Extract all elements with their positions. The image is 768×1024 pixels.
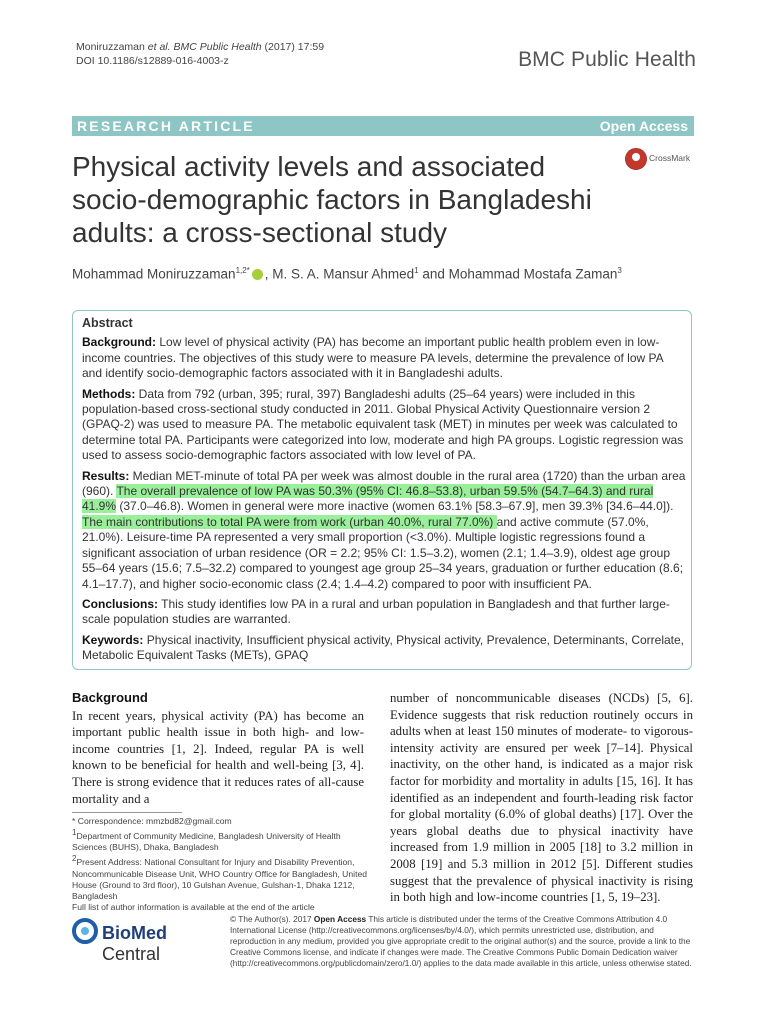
article-title: Physical activity levels and associated socio-demographic factors in Bangladeshi adults: a cross-sectional study [72,151,592,248]
abstract-heading: Abstract [82,316,133,330]
biomed-logo-icon [72,918,98,944]
article-type-label: RESEARCH ARTICLE [77,118,255,134]
background-heading: Background [72,690,148,705]
body-paragraph: In recent years, physical activity (PA) has become an important public health issue in both high- and low-income countries [1, 2]. Indeed, regular PA is well known to be beneficial for health and well-being [3, 4]. There is strong evidence that it reduces rates of all-cause mortality and a [72,708,364,806]
biomed-logo-text [102,923,222,965]
section-label: Results: [82,468,130,483]
affiliation-1 [72,827,372,853]
citation-header [76,40,324,68]
doi-line[interactable]: DOI 10.1186/s12889-016-4003-z [76,55,229,67]
affiliation-sup: 2 [72,854,77,864]
body-left-column [72,690,364,807]
license-text: This article is distributed under the terms of the Creative Commons Attribution 4.0 International License (http://creativecommons.org/licenses/by/4.0/), which permits unrestricted use, distribution, and reproduction in any medium, provided you give appropriate credit to the original author(s) and the source, provide a link to the Creative Commons license, and indicate if changes were made. The Creative Commons Public Domain Dedication waiver (http://creativecommons.org/publicdomain/zero/1.0/) applies to the data made available in this article, unless otherwise stated. [230,914,692,968]
author-affiliation-sup: 3 [617,266,622,275]
abstract-methods [82,387,686,464]
abstract-keywords [82,633,686,664]
section-text: This study identifies low PA in a rural and urban population in Bangladesh and that further large-scale population studies are warranted. [82,596,670,627]
affiliation-sup: 1 [72,828,77,838]
highlighted-text: The overall prevalence of low PA was 50.3% (95% CI: 46.8–53.8), urban 59.5% (54.7–64.3) and rural 41.9% [82,484,654,514]
license-statement [230,914,696,969]
crossmark-label: CrossMark [649,153,691,163]
crossmark-icon [625,148,647,170]
section-text: Median MET-minute of total PA per week was almost double in the rural area (1720) than the urban area (960). [82,468,686,499]
author-name[interactable]: Mohammad Moniruzzaman [72,266,236,282]
abstract-results [82,469,686,592]
correspondence-note[interactable]: * Correspondence: mmzbd82@gmail.com [72,816,232,826]
article-type-bar [72,116,694,136]
citation-line [76,40,324,54]
citation-year-volume: (2017) 17:59 [264,41,325,53]
biomed-central-logo [72,916,222,964]
section-label: Methods: [82,386,136,401]
footnotes [72,816,372,913]
footnote-divider [72,812,182,813]
section-label: Background: [82,335,157,350]
section-text: Data from 792 (urban, 395; rural, 397) Bangladeshi adults (25–64 years) were included in this population-based cross-sectional study conducted in 2011. Global Physical Activity Questionnaire version 2 (GPAQ-2) was used to measure PA. The metabolic equivalent task (MET) in minutes per week was calculated to determine total PA. Participants were categorized into low, moderate and high PA groups. Logistic regression was used to assess socio-demographic factors associated with low level of PA. [82,386,684,463]
abstract-content [82,316,686,669]
body-right-column [390,690,693,906]
section-text: Low level of physical activity (PA) has become an important public health problem even in low-income countries. The objectives of this study were to measure PA levels, determine the prevalence of low PA and identify socio-demographic factors associated with it in Bangladeshi adults. [82,335,663,381]
publisher-name-bold: BioMed [102,923,167,943]
author-list [72,266,622,282]
open-access-label: Open Access [599,118,688,134]
citation-author: Moniruzzaman [76,41,145,53]
license-prefix: © The Author(s). 2017 [230,914,314,924]
journal-name: BMC Public Health [518,48,696,71]
section-label: Keywords: [82,632,144,647]
affiliation-2 [72,853,372,902]
citation-journal: et al. BMC Public Health [147,41,262,53]
affiliation-text: Department of Community Medicine, Bangladesh University of Health Sciences (BUHS), Dhaka, Bangladesh [72,831,341,853]
author-affiliation-sup: 1,2* [235,266,250,275]
affiliation-text: Present Address: National Consultant for Injury and Disability Prevention, Noncommunicable Disease Unit, WHO Country Office for Bangladesh, United House (Ground to 3rd floor), 10 Gulshan Avenue, Gulshan-1, Dhaka 1212, Bangladesh [72,857,368,901]
highlighted-text: The main contributions to total PA were from work (urban 40.0%, rural 77.0%) [82,514,497,529]
author-name[interactable]: and Mohammad Mostafa Zaman [418,266,618,282]
publisher-name-rest: Central [102,944,161,964]
orcid-icon[interactable] [252,269,263,280]
body-paragraph: number of noncommunicable diseases (NCDs) [5, 6]. Evidence suggests that risk reduction routinely occurs in adults when at least 150 minutes of moderate- to vigorous-intensity activity are ensured per week [7–14]. Physical inactivity, on the other hand, is indicated as a major risk factor for morbidity and mortality in adults [15, 16]. It has identified as an independent and fourth-leading risk factor for global mortality (6.0% of global deaths) [17]. Over the years global deaths due to physical inactivity have increased from 1.9 million in 2005 [18] to 3.2 million in 2008 [19] and 5.3 million in 2012 [5]. Different studies suggest that the prevalence of physical inactivity is rising in both high and low-income countries [1, 5, 19–23]. [390,691,693,905]
full-list-note: Full list of author information is available at the end of the article [72,902,315,913]
section-text: Physical inactivity, Insufficient physical activity, Physical activity, Prevalence, Determinants, Correlate, Metabolic Equivalent Tasks (METs), GPAQ [82,632,685,663]
crossmark-button[interactable] [625,148,695,170]
license-open-access: Open Access [313,914,367,924]
section-text: (37.0–46.8). Women in general were more inactive (women 63.1% [58.3–67.9], men 39.3% [34.6–44.0]). [116,499,674,514]
abstract-background [82,335,686,381]
author-name[interactable]: , M. S. A. Mansur Ahmed [264,266,415,282]
author-affiliation-sup: 1 [414,266,419,275]
abstract-conclusions [82,597,686,628]
section-label: Conclusions: [82,596,159,611]
section-text: and active commute (57.0%, 21.0%). Leisure-time PA represented a very small proportion (<3.0%). Multiple logistic regressions found a significant association of urban residence (OR = 2.2; 95% CI: 1.5–3.2), women (2.1; 1.4–3.9), oldest age group 55–64 years (15.6; 7.5–32.2) compared to youngest age group 25–34 years, graduation or further education (8.6; 4.1–17.7), and higher socio-economic class (2.4; 1.4–4.2) compared to poor with insufficient PA. [82,514,684,591]
